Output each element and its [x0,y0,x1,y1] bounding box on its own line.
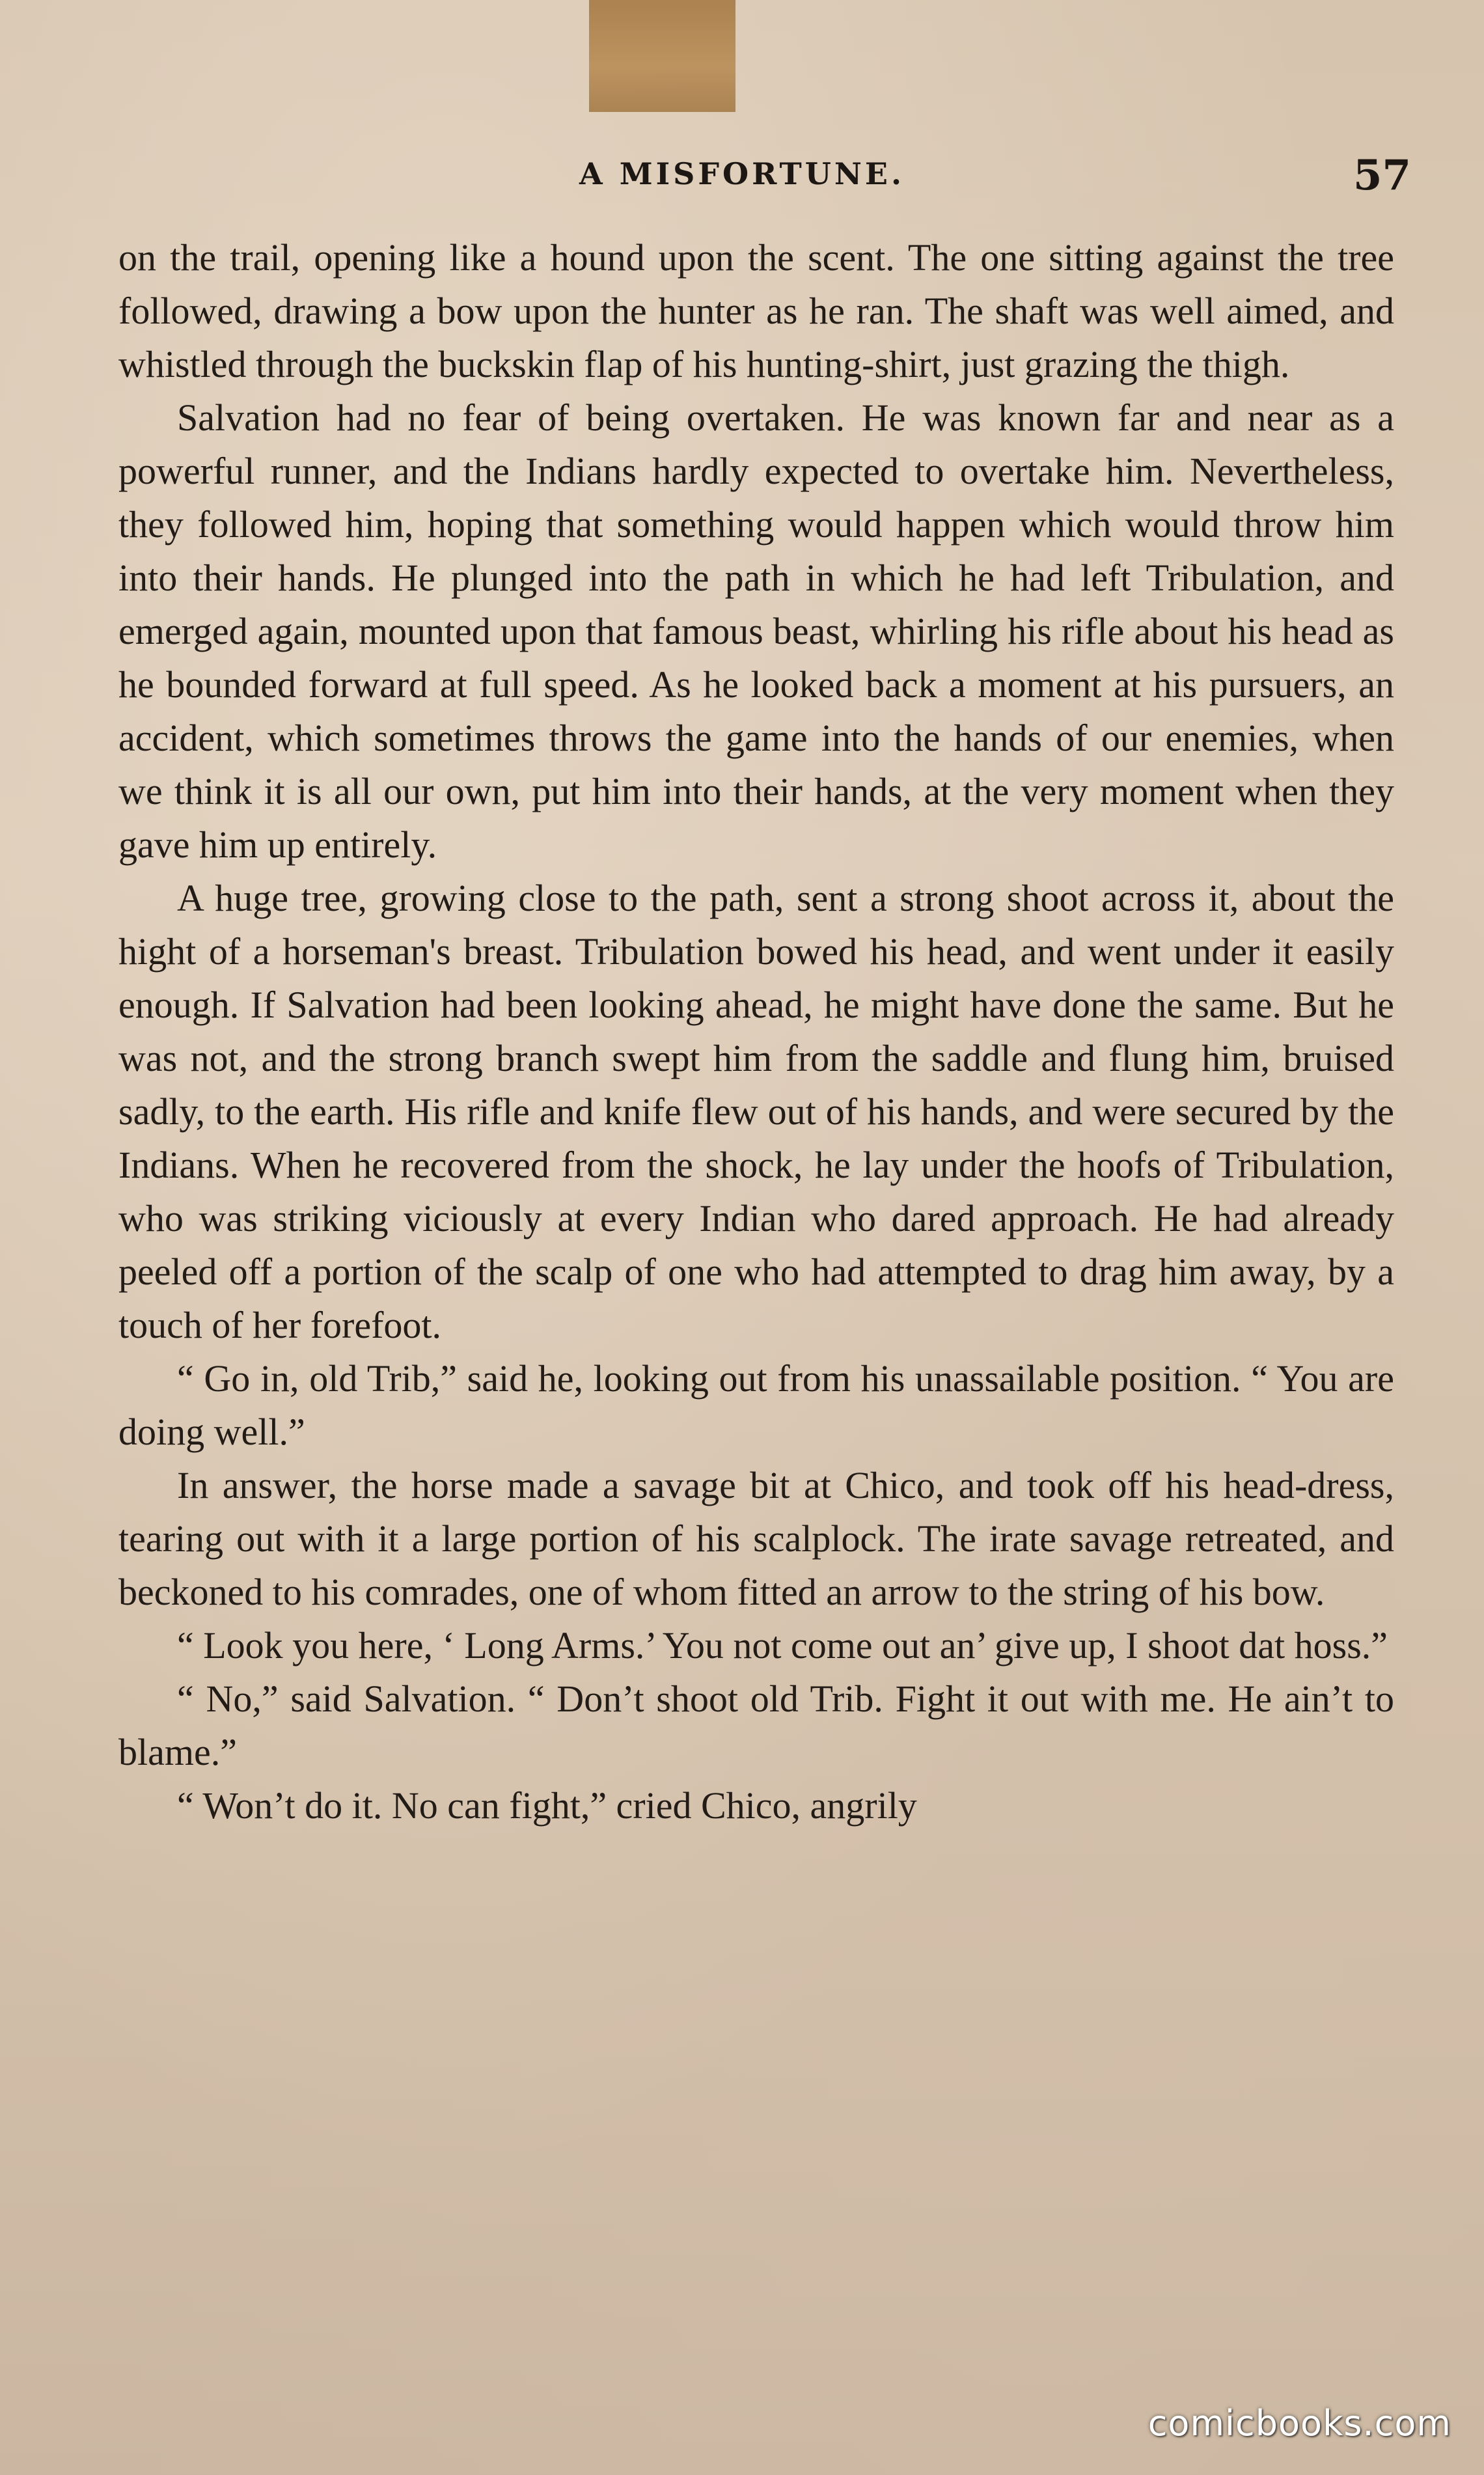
body-text [118,231,1394,1832]
page-header [0,151,1484,203]
paragraph: on the trail, opening like a hound upon the scent. The one sitting against the tree followed, drawing a bow upon the hunter as he ran. The shaft was well aimed, and whistled through the buckskin flap of his hunting-shirt, just grazing the thigh. [118,236,1394,385]
paragraph: “ Won’t do it. No can fight,” cried Chico, angrily [177,1784,917,1827]
paragraph: “ Go in, old Trib,” said he, looking out from his unassailable position. “ You are doing well.” [118,1357,1394,1453]
paragraph: “ No,” said Salvation. “ Don’t shoot old Trib. Fight it out with me. He ain’t to blame.” [118,1678,1394,1773]
tape-strip [589,0,735,112]
paragraph: In answer, the horse made a savage bit at Chico, and took off his head-dress, tearing out with it a large portion of his scalplock. The irate savage retreated, and beckoned to his comrades, one of whom fitted an arrow to the string of his bow. [118,1464,1394,1613]
paragraph: A huge tree, growing close to the path, sent a strong shoot across it, about the hight of a horseman's breast. Tribulation bowed his head, and went under it easily enough. If Salvation had been looking ahead, he might have done the same. But he was not, and the strong branch swept him from the saddle and flung him, bruised sadly, to the earth. His rifle and knife flew out of his hands, and were secured by the Indians. When he recovered from the shock, he lay under the hoofs of Tribulation, who was striking viciously at every Indian who dared approach. He had already peeled off a portion of the scalp of one who had attempted to drag him away, by a touch of her forefoot. [118,877,1394,1346]
paragraph: Salvation had no fear of being overtaken. He was known far and near as a powerful runner, and the Indians hardly expected to overtake him. Nevertheless, they followed him, hoping that something would happen which would throw him into their hands. He plunged into the path in which he had left Tribulation, and emerged again, mounted upon that famous beast, whirling his rifle about his head as he bounded forward at full speed. As he looked back a moment at his pursuers, an accident, which sometimes throws the game into the hands of our enemies, when we think it is all our own, put him into their hands, at the very moment when they gave him up entirely. [118,396,1394,866]
running-title: A MISFORTUNE. [579,156,905,191]
paragraph: “ Look you here, ‘ Long Arms.’ You not come out an’ give up, I shoot dat hoss.” [177,1624,1388,1666]
page-number: 57 [1353,151,1411,200]
watermark: comicbooks.com [1147,2403,1451,2444]
